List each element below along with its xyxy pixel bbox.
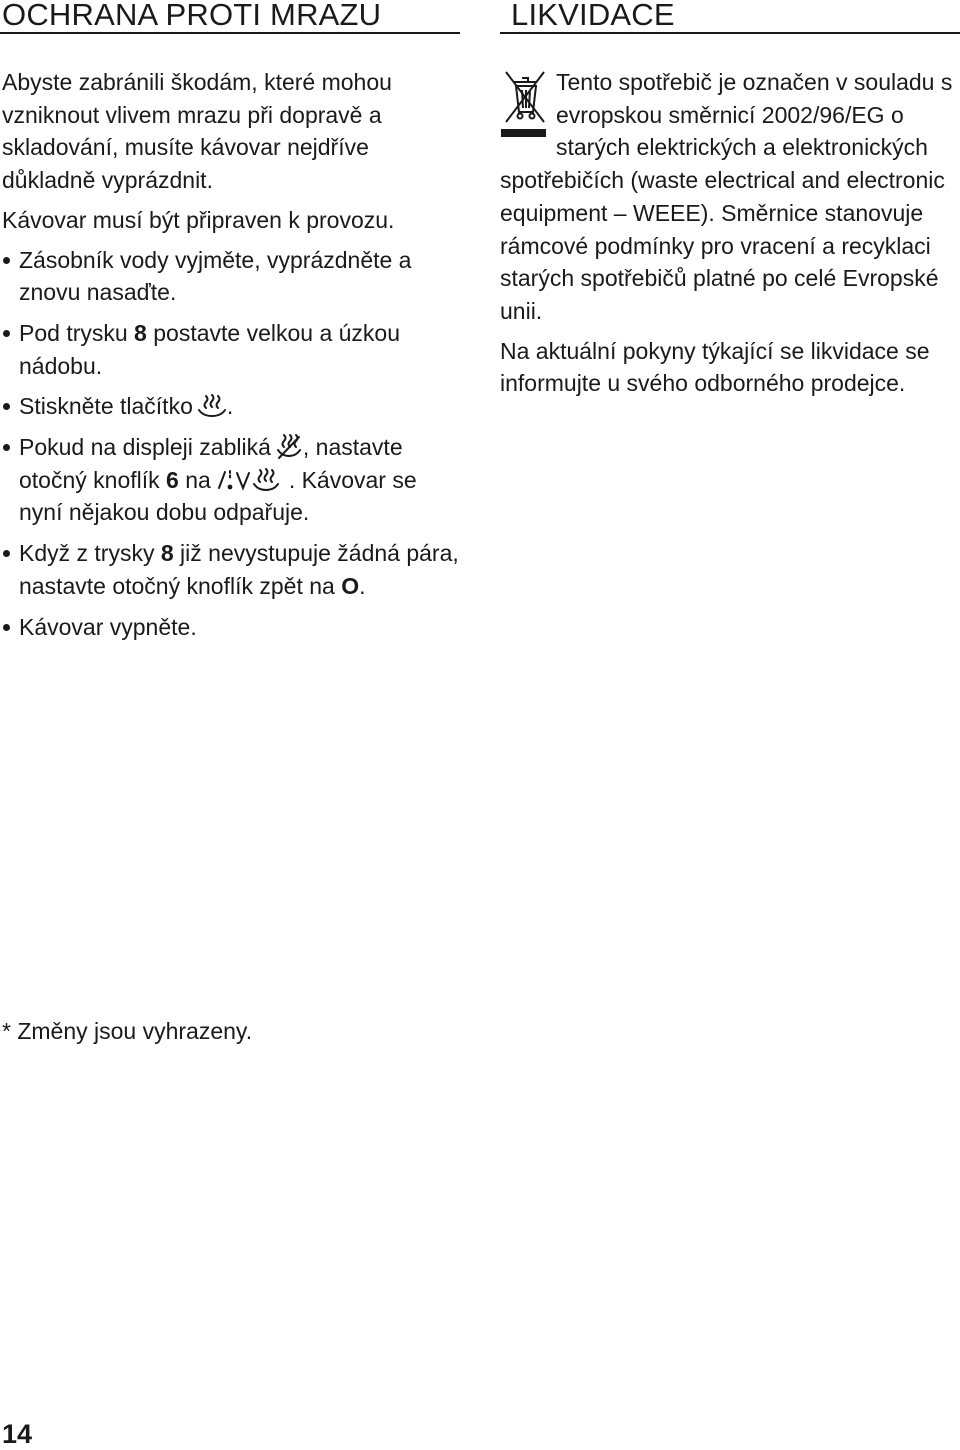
crossed-out-bin-icon [500,68,550,146]
nozzle-number: 8 [134,319,147,346]
steam-warning-icon [275,433,303,461]
footnote: * Změny jsou vyhrazeny. [2,1018,253,1044]
disposal-heading: LIKVIDACE [500,0,960,34]
list-item: Stiskněte tlačítko . [0,390,460,423]
list-item: Pokud na displeji zabliká , nastavte otočný knoflík 6 na . Kávovar se nyní nějakou dobu odpařuje. [0,431,460,529]
disposal-notice: Na aktuální pokyny týkající se likvidace se informujte u svého odborného prodejce. [500,337,930,397]
frost-protection-heading: OCHRANA PROTI MRAZU [0,0,460,34]
frost-intro: Abyste zabránili škodám, které mohou vzniknout vlivem mrazu při dopravě a skladování, musíte kávovar nejdříve důkladně vyprázdnit. [2,69,392,194]
nozzle-number: 8 [160,540,174,567]
knob-number: 6 [166,466,179,493]
frost-steps-list [0,244,460,644]
page-number: 14 [2,1419,33,1449]
frost-ready-note: Kávovar musí být připraven k provozu. [2,206,395,233]
knob-steam-position-icon [215,468,289,494]
steam-icon [197,394,227,420]
list-item: Zásobník vody vyjměte, vyprázdněte a znovu nasaďte. [0,244,460,309]
list-item: Pod trysku 8 postavte velkou a úzkou nádobu. [0,317,460,382]
weee-paragraph: Tento spotřebič je označen v souladu s evropskou směrnicí 2002/96/EG o starých elektrických a elektronických spotřebičích (waste electrical and electronic equipment – WEEE). Směrnice stanovuje rámcové podmínky pro vracení a recyklaci starých spotřebičů platné po celé Evropské unii. [500,69,953,324]
frost-protection-section [0,0,460,651]
disposal-section [500,0,960,400]
list-item: Kávovar vypněte. [0,611,460,644]
knob-off-position: O [341,572,360,599]
list-item: Když z trysky 8 již nevystupuje žádná pára, nastavte otočný knoflík zpět na O. [0,537,460,602]
